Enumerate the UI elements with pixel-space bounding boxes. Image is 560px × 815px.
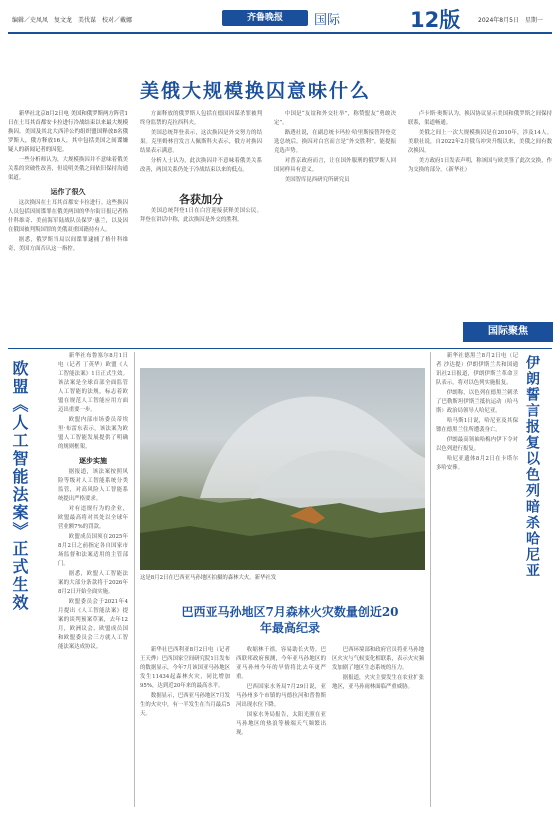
- paragraph: 新华社布鲁塞尔8月1日电（记者 丁英华）欧盟《人工智能法案》1日正式生效。该法案是全球首部全面监管人工智能的法规，标志着欧盟在规范人工智能应用方面迈出重要一步。: [58, 353, 128, 413]
- paragraph: 路透社说，在副总统卡玛拉·哈里斯接替拜登竞选总统后，换囚对白宫而言是“外交胜利”，能提振竞选声势。: [274, 130, 396, 154]
- paragraph: 美方政府1日发表声明，称该国与欧美签了此次交换，作为交换的部分。（新华社）: [408, 158, 552, 173]
- paragraph: 美国总统拜登表示，这次换囚是外交努力的结果。克里姆林宫发言人佩斯科夫表示，俄方对换囚结果表示满意。: [140, 130, 262, 154]
- paragraph: 巴西国家水务局7月29日说，亚马孙州多个市镇的马德拉河和普鲁斯河出现水位下降。: [236, 684, 326, 708]
- paragraph: 美国智库昆西研究所研究员: [284, 177, 350, 183]
- paragraph: 方面释放的俄罗斯人包括在德国因谋杀罪被判终身监禁的克拉西科夫。: [140, 111, 262, 126]
- paragraph: 据报道，该法案按照风险等级对人工智能系统分类监管，对高风险人工智能系统提出严格要求。: [58, 469, 128, 502]
- fire-article-col3: [332, 646, 424, 811]
- fire-article-title: 巴西亚马孙地区7月森林火灾数量创近20年最高纪录: [181, 605, 399, 635]
- main-article-col2: [140, 110, 262, 350]
- main-article-title: 美俄大规模换囚意味什么: [140, 80, 372, 102]
- paragraph: 据报道，火灾主要发生在农业扩张地区，亚马孙雨林面临严重威胁。: [332, 675, 424, 690]
- subheading: 各获加分: [179, 193, 223, 206]
- column-divider: [430, 352, 431, 807]
- paragraph: 数据显示，巴西亚马孙地区7月发生的火灾中，有一半发生在当月最后5天。: [140, 693, 230, 717]
- column-divider: [134, 352, 135, 807]
- paragraph: 哈马斯1日说，哈尼亚及其保镖在德黑兰住所遭袭身亡。: [436, 418, 518, 433]
- photo-caption: 这是8月2日在巴西亚马孙地区拍摄的森林大火。新华社发: [140, 575, 277, 581]
- fire-article-col1: [140, 646, 230, 811]
- subheading: 逐步实施: [79, 456, 107, 465]
- paragraph: 国家水务局报告，太阳光照在亚马孙地区的热浪等极端天气频繁出现。: [236, 712, 326, 736]
- eu-article-title: 欧盟《人工智能法案》正式生效: [10, 360, 29, 612]
- section-name: 国际: [314, 13, 341, 28]
- main-article-col3: [274, 110, 396, 350]
- paragraph: 新华社德黑兰8月2日电（记者 沙达提）伊朗伊斯兰共和国通讯社2日报道，伊朗伊斯兰革命卫队表示，将对以色列实施报复。: [436, 353, 518, 386]
- paragraph: 哈尼亚遗体8月2日在卡塔尔多哈安葬。: [436, 456, 518, 471]
- fire-article-col2: [236, 646, 326, 811]
- paragraph: 一些分析师认为，大规模换囚并不意味着俄美关系的突破性改善，但说明美俄之间依旧保持沟通渠道。: [8, 157, 128, 181]
- forest-fire-illustration: [140, 368, 425, 570]
- subheading: 运作了很久: [50, 187, 86, 196]
- page-number: 12版: [410, 8, 461, 32]
- paragraph: 收缩林千禧，容易助长火势。巴西联邦政府预测，今年亚马孙地区的亚马孙州今年的旱情将比去年更严重。: [236, 647, 326, 680]
- paragraph: 欧盟成员国须在2025年8月2日之前指定各自国家市场监督和法案适用的主管部门。: [58, 534, 128, 567]
- iran-article-title: 伊朗誓言报复以色列暗杀哈尼亚: [524, 355, 540, 579]
- main-article-col1: [8, 110, 128, 350]
- forest-fire-photo: [140, 368, 425, 570]
- paragraph: 欧盟委员会于2021年4月提出《人工智能法案》提案的谈判预案草案，去年12月，欧洲议会、欧盟成员国和欧盟委员会三方就人工智能法案达成协议。: [58, 599, 128, 650]
- paragraph: 分析人士认为，此次换囚并不意味着俄美关系改善，两国关系仍处于冷战结束以来的低点。: [140, 158, 262, 173]
- paragraph: 新华社北京8月2日电 美国和俄罗斯两方阵营1日在土耳其首都安卡拉进行冷战结束以来最大规模换囚。美国及其北大西洋公约组织盟国释放8名俄罗斯人，俄方释放16人，其中包括美国之间谍嫌疑人的新闻记者的囚犯。: [8, 111, 128, 153]
- issue-date: 2024年8月5日 星期一: [478, 17, 543, 24]
- paragraph: 对有违规行为的企业，欧盟最高将对其处以全球年营业额7%的罚款。: [58, 506, 128, 530]
- paragraph: 美俄之间上一次大规模换囚是在2010年，涉及14人。美联社说，自2022年2月俄乌冲突升级以来，美俄之间有数次换囚。: [408, 130, 552, 154]
- paragraph: 这次换囚在土耳其首都安卡拉进行。这些换囚人员包括因间谍罪在俄美两国的华尔街日报记者格什科维奇、美前海军陆战队员保罗·惠兰，以及因在俄国被判叛国罪的美俄双重国籍持有人。: [8, 200, 128, 233]
- main-article-col4: [408, 110, 552, 320]
- paragraph: 伊朗称，以色列在德黑兰刺杀了巴勒斯坦伊斯兰抵抗运动（哈马斯）政治局领导人哈尼亚。: [436, 390, 518, 414]
- paragraph: 中国是“友谊和外交壮举”，称赞盟友“勇敢决定”。: [274, 111, 396, 126]
- newspaper-logo: 齐鲁晚报: [222, 10, 308, 26]
- page-header: [8, 6, 552, 34]
- paragraph: 据悉，欧盟人工智能法案的大部分条款将于2026年8月2日开始全面实施。: [58, 571, 128, 595]
- paragraph: 新华社巴西利亚8月2日电（记者 王天烨）巴西国家空间研究院1日发布的数据显示，今年7月该国亚马孙地区发生11434起森林火灾，同比增加95%，达到近20年来的最高水平。: [140, 647, 230, 689]
- eu-article-col1: [58, 352, 128, 812]
- section-divider: [8, 348, 552, 349]
- paragraph: 美国总统拜登1日在白宫迎接获释美国公民。拜登在讲话中称，此次换囚是外交的胜利。: [140, 208, 262, 223]
- paragraph: 巴西环境部和政府官员将亚马孙地区火灾与气候变化相联系，表示火灾频发加剧了地区生态系统的压力。: [332, 647, 424, 671]
- editors-line: 编辑／史凤凤 复文龙 美伐谋 校对／戴娜: [12, 17, 133, 24]
- paragraph: 卢卡斯·奥斯认为，换囚协议显示美国和俄罗斯之间保持联系，渠道畅通。: [408, 111, 552, 126]
- paragraph: 欧盟内部市场委员蒂埃里·布雷东表示，该法案为欧盟人工智能发展提供了明确的规则框架。: [58, 417, 128, 450]
- section-badge: 国际聚焦: [463, 322, 553, 342]
- paragraph: 伊朗最高领袖哈梅内伊下令对以色列进行报复。: [436, 437, 518, 452]
- paragraph: 对普京政府而言，让在国外服刑的俄罗斯人回国同样具有意义。: [274, 158, 396, 173]
- iran-article-col: [436, 352, 518, 812]
- paragraph: 据悉，俄罗斯当局以间谍罪逮捕了格什科维奇，美国方面否认这一指控。: [8, 237, 128, 252]
